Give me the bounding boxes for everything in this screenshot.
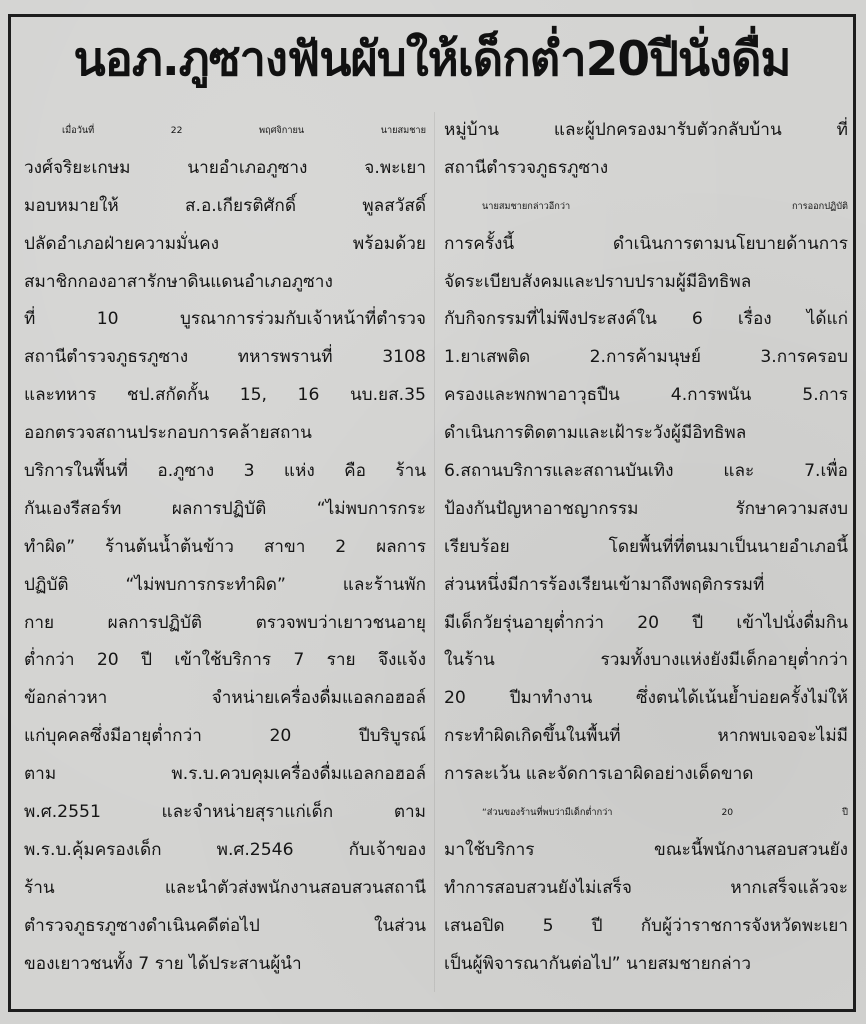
top-edge-bleed bbox=[0, 0, 866, 14]
right-column-line: ครองและพกพาอาวุธปืน 4.การพนัน 5.การ bbox=[444, 385, 848, 406]
right-column-line: 6.สถานบริการและสถานบันเทิง และ 7.เพื่อ bbox=[444, 461, 848, 482]
left-column-line: บริการในพื้นที่ อ.ภูซาง 3 แห่ง คือ ร้าน bbox=[24, 461, 426, 482]
left-column-line: เมื่อวันที่ 22 พฤศจิกายน นายสมชาย bbox=[62, 125, 426, 136]
left-column-line: กันเองรีสอร์ท ผลการปฏิบัติ “ไม่พบการกระ bbox=[24, 498, 426, 519]
left-column-line: ข้อกล่าวหา จำหน่ายเครื่องดื่มแอลกอฮอล์ bbox=[24, 688, 426, 709]
left-column-line: ร้าน และนำตัวส่งพนักงานสอบสวนสถานี bbox=[24, 877, 426, 898]
left-column-line: และทหาร ชป.สกัดกั้น 15, 16 นบ.ยส.35 bbox=[24, 385, 426, 406]
right-column-line: กับกิจกรรมที่ไม่พึงประสงค์ใน 6 เรื่อง ได้แก่ bbox=[444, 309, 848, 330]
left-column-line: สถานีตำรวจภูธรภูซาง ทหารพรานที่ 3108 bbox=[24, 347, 426, 368]
right-column-line: จัดระเบียบสังคมและปราบปรามผู้มีอิทธิพล bbox=[444, 271, 752, 292]
right-column-line: เป็นผู้พิจารณากันต่อไป” นายสมชายกล่าว bbox=[444, 953, 751, 974]
left-column-line: ตาม พ.ร.บ.ควบคุมเครื่องดื่มแอลกอฮอล์ bbox=[24, 764, 426, 785]
right-column-line: ดำเนินการติดตามและเฝ้าระวังผู้มีอิทธิพล bbox=[444, 423, 747, 444]
right-column-line: ส่วนหนึ่งมีการร้องเรียนเข้ามาถึงพฤติกรรมที่ bbox=[444, 574, 765, 595]
right-column-line: ทำการสอบสวนยังไม่เสร็จ หากเสร็จแล้วจะ bbox=[444, 877, 848, 898]
left-column-line: พ.ร.บ.คุ้มครองเด็ก พ.ศ.2546 กับเจ้าของ bbox=[24, 839, 426, 860]
left-column bbox=[24, 112, 426, 983]
right-column-line: สถานีตำรวจภูธรภูซาง bbox=[444, 157, 609, 178]
right-column-line: กระทำผิดเกิดขึ้นในพื้นที่ หากพบเจอจะไม่มี bbox=[444, 726, 848, 747]
right-column-line: มีเด็กวัยรุ่นอายุต่ำกว่า 20 ปี เข้าไปนั่งดื่มกิน bbox=[444, 612, 848, 633]
right-column-line: การครั้งนี้ ดำเนินการตามนโยบายด้านการ bbox=[444, 233, 848, 254]
right-column-line: นายสมชายกล่าวอีกว่า การออกปฏิบัติ bbox=[482, 200, 848, 212]
column-divider bbox=[434, 112, 435, 992]
right-column-line: การละเว้น และจัดการเอาผิดอย่างเด็ดขาด bbox=[444, 764, 754, 785]
left-column-line: มอบหมายให้ ส.อ.เกียรติศักดิ์ พูลสวัสดิ์ bbox=[24, 195, 426, 216]
right-column-line: 1.ยาเสพติด 2.การค้ามนุษย์ 3.การครอบ bbox=[444, 347, 848, 368]
left-column-line: ออกตรวจสถานประกอบการคล้ายสถาน bbox=[24, 423, 312, 444]
left-column-line: ต่ำกว่า 20 ปี เข้าใช้บริการ 7 ราย จึงแจ้ง bbox=[24, 650, 426, 671]
left-column-line: พ.ศ.2551 และจำหน่ายสุราแก่เด็ก ตาม bbox=[24, 802, 426, 823]
right-column-line: มาใช้บริการ ขณะนี้พนักงานสอบสวนยัง bbox=[444, 839, 848, 860]
left-column-line: กาย ผลการปฏิบัติ ตรวจพบว่าเยาวชนอายุ bbox=[24, 612, 426, 633]
right-column-line: เสนอปิด 5 ปี กับผู้ว่าราชการจังหวัดพะเยา bbox=[444, 915, 848, 936]
right-column-line: ป้องกันปัญหาอาชญากรรม รักษาความสงบ bbox=[444, 498, 848, 519]
right-column bbox=[444, 112, 848, 983]
left-column-line: ตำรวจภูธรภูซางดำเนินคดีต่อไป ในส่วน bbox=[24, 915, 426, 936]
right-column-line: หมู่บ้าน และผู้ปกครองมารับตัวกลับบ้าน ที่ bbox=[444, 120, 848, 140]
left-column-line: ทำผิด” ร้านต้นน้ำต้นข้าว สาขา 2 ผลการ bbox=[24, 536, 426, 557]
left-column-line: ที่ 10 บูรณาการร่วมกับเจ้าหน้าที่ตำรวจ bbox=[24, 309, 426, 330]
left-column-line: ปฏิบัติ “ไม่พบการกระทำผิด” และร้านพัก bbox=[24, 574, 426, 595]
left-column-line: วงศ์จริยะเกษม นายอำเภอภูซาง จ.พะเยา bbox=[24, 157, 426, 178]
right-column-line: “ส่วนของร้านที่พบว่ามีเด็กต่ำกว่า 20 ปี bbox=[482, 807, 848, 819]
left-column-line: ของเยาวชนทั้ง 7 ราย ได้ประสานผู้นำ bbox=[24, 953, 302, 974]
left-column-line: ปลัดอำเภอฝ่ายความมั่นคง พร้อมด้วย bbox=[24, 233, 426, 254]
right-column-line: ในร้าน รวมทั้งบางแห่งยังมีเด็กอายุต่ำกว่า bbox=[444, 650, 848, 671]
left-column-line: แก่บุคคลซึ่งมีอายุต่ำกว่า 20 ปีบริบูรณ์ bbox=[24, 726, 426, 747]
right-column-line: เรียบร้อย โดยพื้นที่ที่ตนมาเป็นนายอำเภอนี้ bbox=[444, 536, 848, 557]
left-column-line: สมาชิกกองอาสารักษาดินแดนอำเภอภูซาง bbox=[24, 271, 333, 292]
article-headline: นอภ.ภูซางฟันผับให้เด็กต่ำ20ปีนั่งดื่ม bbox=[73, 32, 791, 87]
right-column-line: 20 ปีมาทำงาน ซึ่งตนได้เน้นย้ำบ่อยครั้งไม่ให้ bbox=[444, 688, 848, 709]
